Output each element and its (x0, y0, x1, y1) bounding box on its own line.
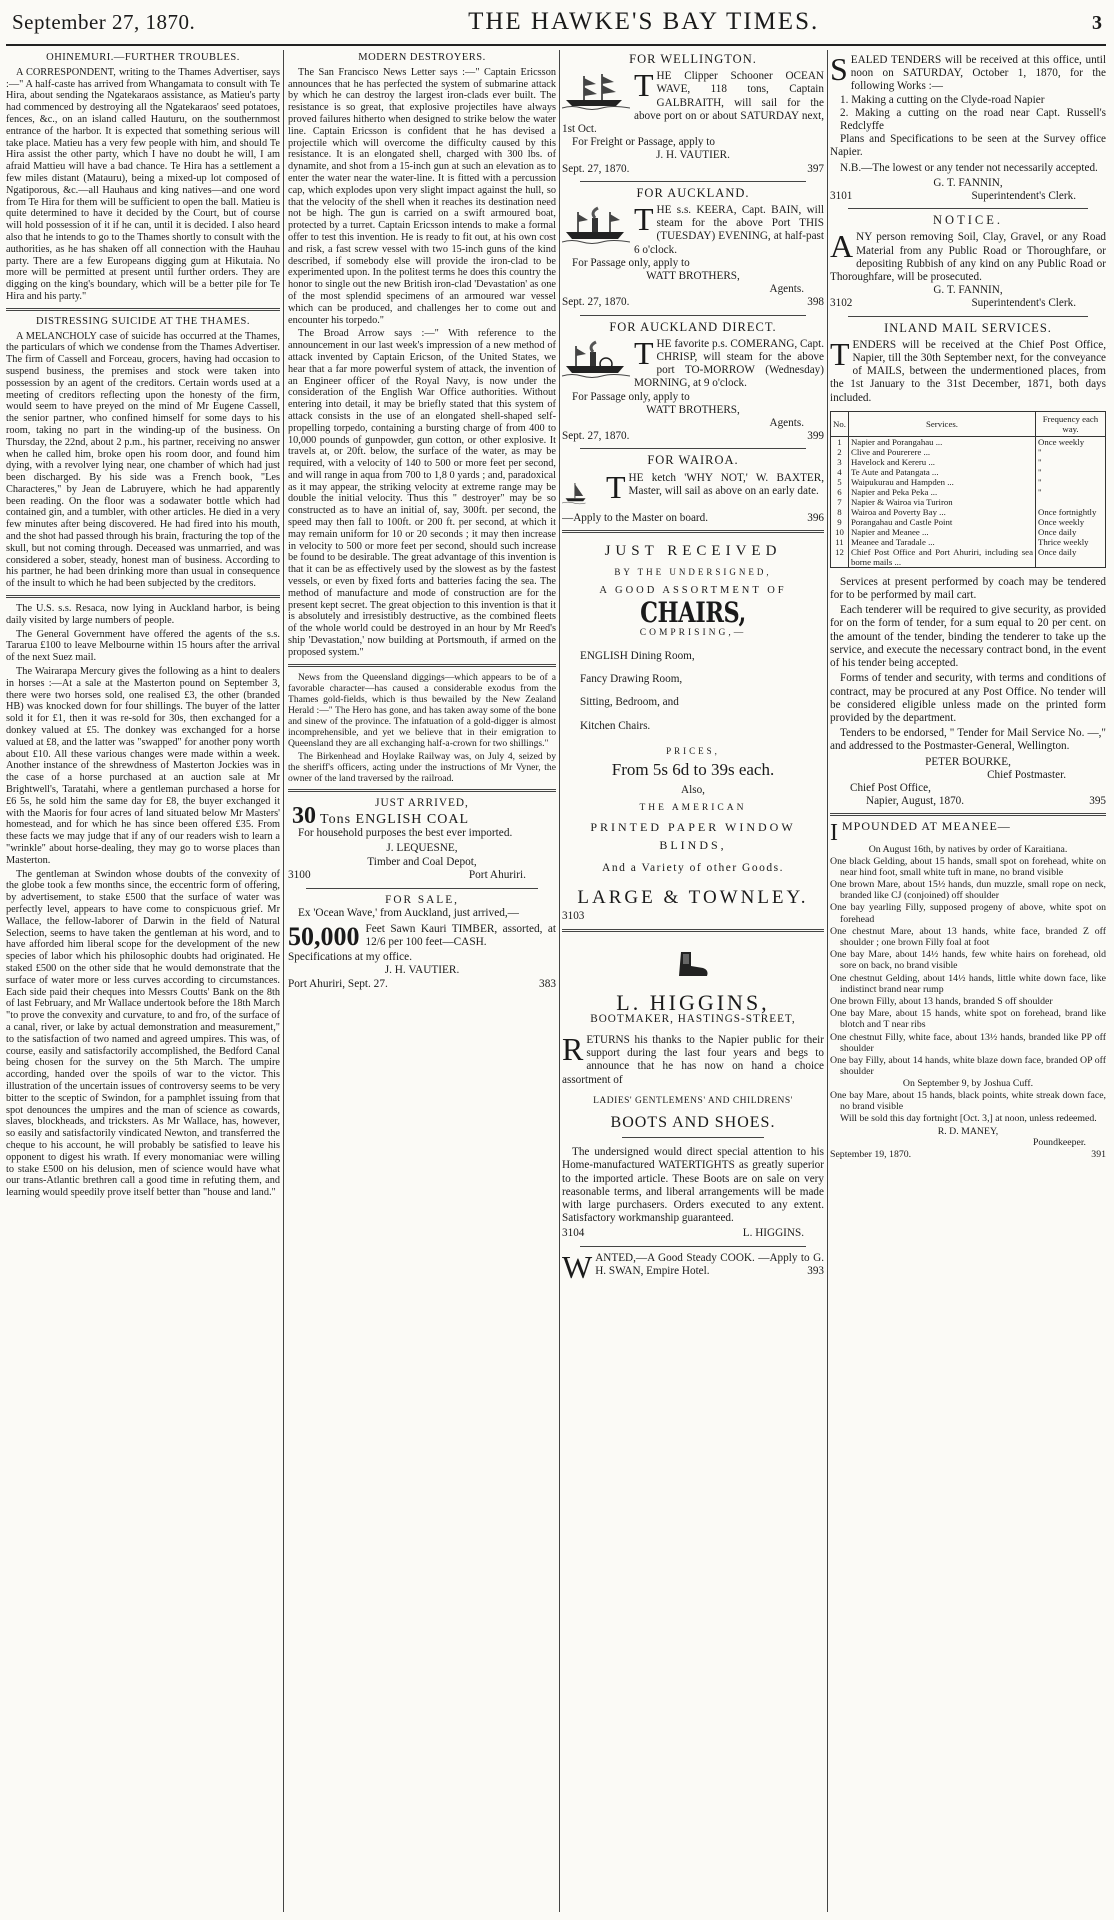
ad-timber-place: Port Ahuriri, Sept. 27. (288, 977, 388, 990)
ad-timber-name: J. H. VAUTIER. (384, 964, 460, 977)
ad-jr-title: JUST RECEIVED (604, 542, 782, 559)
list-item: One chestnut Mare, about 13 hands, white face, branded Z off shoulder ; one brown Filly foal at foot (830, 925, 1106, 948)
list-item: One brown Mare, about 15½ hands, dun muzzle, small rope on neck, branded like CJ (conjoined) off shoulder (830, 878, 1106, 902)
ad-jr-line-1: ENGLISH Dining Room, (580, 649, 695, 662)
list-item: One bay Filly, about 14 hands, white blaze down face, branded OP off shoulder (830, 1054, 1106, 1078)
ad-jr-by: BY THE UNDERSIGNED, (614, 567, 772, 578)
table-row (831, 477, 1106, 487)
article-destroyers-body: The San Francisco News Letter says :—" Captain Ericsson announces that he has perfected the system of submarine attack by which he can destroy the largest iron-clads ever built. The resistance is so great, that explosive projectiles have always proved failures hitherto when designed to strike below the water line. Captain Ericsson is confident that he has devised a projectile which will overcome the difficulty caused by this resistance. It is an elongated shell, charged with 300 lbs. of dynamite, and shot from a 15-inch gun at such an elevation as to enter the water near the water-line. It is fitted with a percussion cap, which explodes upon very slight impact against the hull, so that the velocity of the shell when it reaches its destination need not be high. The gun is carried on a swift armoured boat, protected by a turret. Captain Ericsson intends to make a formal offer to test this invention. He is ready to fit out, at his own cost and risk, a fast screw vessel with two 15-inch guns of the kind described, if somebody else will provide the iron-clad to be experimented upon. In the politest terms he does this country the honor to single out the new British iron-clad 'Devastation' as one of the most splendid specimens of an armoured war vessel which can be produced, and challenges her to come out and encounter his torpedo." (288, 66, 556, 326)
table-row (831, 467, 1106, 477)
ad-auckland-direct-date: Sept. 27, 1870. (562, 430, 630, 443)
ad-coal-ref: 3100 (288, 869, 311, 882)
ad-coal-product: Tons ENGLISH COAL (320, 812, 470, 828)
ad-notice-heading: NOTICE. (933, 213, 1003, 228)
ad-wanted-body: ANTED,—A Good Steady COOK. —Apply to G. H. SWAN, Empire Hotel. (595, 1251, 824, 1277)
row-frequency: " (1036, 457, 1106, 467)
ad-separator (580, 448, 806, 449)
row-service: Te Aute and Patangata ... (848, 467, 1035, 477)
news-item-resaca: The U.S. s.s. Resaca, now lying in Auckland harbor, is being daily visited by large numbers of people. (6, 603, 280, 626)
row-frequency: Thrice weekly (1036, 537, 1106, 547)
row-frequency: " (1036, 477, 1106, 487)
ad-impounded-heading: MPOUNDED AT MEANEE— (842, 819, 1011, 834)
ad-notice (830, 214, 1106, 310)
ad-impounded-name: R. D. MANEY, (937, 1126, 999, 1138)
ad-auckland-body: HE s.s. KEERA, Capt. BAIN, will steam for the above Port THIS (TUESDAY) EVENING, at half-past 6 o'clock. (634, 204, 824, 256)
list-item: One brown Filly, about 13 hands, branded S off shoulder (830, 995, 1053, 1007)
ad-auckland-direct-body: HE favorite p.s. COMERANG, Capt. CHRISP, will steam for the above port TO-MORROW (Wednesday) MORNING, at 9 o'clock. (634, 337, 824, 390)
ad-wanted-ref: 393 (807, 1264, 824, 1277)
ad-separator (580, 315, 806, 316)
ad-auckland-date: Sept. 27, 1870. (562, 296, 630, 309)
row-service: Waipukurau and Hampden ... (848, 477, 1035, 487)
list-item: One bay yearling Filly, supposed progeny of above, white spot on forehead (830, 902, 1106, 925)
ad-timber-heading: FOR SALE, (385, 893, 459, 906)
ad-higgins (562, 950, 824, 1241)
ad-coal-name: J. LEQUESNE, (386, 842, 458, 855)
ad-coal-firm: Timber and Coal Depot, (367, 855, 477, 868)
ad-impounded-ref: 391 (1091, 1148, 1106, 1160)
ad-jr-firm: LARGE & TOWNLEY. (577, 887, 809, 909)
dropcap: T (634, 334, 654, 371)
table-row (831, 436, 1106, 447)
ad-higgins-ref: 3104 (562, 1227, 585, 1240)
row-frequency (1036, 497, 1106, 507)
ad-tenders-plans: Plans and Specifications to be seen at the Survey office Napier. (830, 133, 1106, 159)
ad-mail-p3: Forms of tender and security, with terms and conditions of contract, may be procured at any Post Office. No tender will be considered eligible unless made on the printed form provided by the department. (830, 672, 1106, 724)
ad-auckland-direct (562, 321, 824, 444)
ad-auckland-freight: For Passage only, apply to (572, 256, 690, 269)
row-number: 12 (831, 547, 849, 568)
masthead (12, 8, 1102, 38)
row-frequency: " (1036, 447, 1106, 457)
ad-impounded-sold: Will be sold this day fortnight [Oct. 3,] at noon, unless redeemed. (840, 1113, 1097, 1124)
row-number: 8 (831, 507, 849, 517)
ad-wairoa-ref: 396 (807, 511, 824, 524)
table-header-no: No. (831, 411, 849, 436)
ad-separator (288, 789, 556, 792)
ad-notice-body: NY person removing Soil, Clay, Gravel, or any Road Material from any Public Road or Thoroughfare, or depositing Rubbish of any kind on any Public Road or Thoroughfare, will be prosecuted. (830, 231, 1106, 284)
column-divider (283, 50, 284, 1912)
steamship-icon (562, 206, 630, 244)
ad-separator (580, 181, 806, 182)
ad-jr-chairs: CHAIRS, (640, 595, 746, 629)
row-number: 6 (831, 487, 849, 497)
ad-mail-p1: Services at present performed by coach may be tendered for to be performed by mail cart. (830, 575, 1106, 602)
ad-auckland-agents: Agents. (769, 283, 804, 296)
dropcap: T (606, 468, 626, 505)
ad-tenders-item-2: 2. Making a cutting on the road near Capt. Russell's Redclyffe (840, 106, 1106, 133)
ad-tenders-body: EALED TENDERS will be received at this office, until noon on SATURDAY, October 1, 1870, for the following Works :— (850, 54, 1106, 93)
row-frequency: " (1036, 467, 1106, 477)
column-4 (830, 50, 1106, 1912)
ad-auckland-direct-name: WATT BROTHERS, (646, 403, 740, 416)
page-number: 3 (1092, 12, 1102, 34)
news-item-swindon-wager: The gentleman at Swindon whose doubts of the convexity of the globe took a few months since, the eccentric form of offering, by advertisement, to stake £500 that the surface of water was perfectly level, appears to have come to conspicuous grief. Mr Wallace, the fellow-laborer of Darwin in the field of Natural Selection, seems to have taken the gentleman at his word, and to have afforded him liberal scope for the development of the new species of labor which his philosophic doubts had originated. He staked £500 on the other side that he would demonstrate that the surface of water more or less curves according to circumstances. Each side paid their cheques into Messrs Coutts' Bank on the 8th of last February, and Mr Wallace undertook before the 18th March "to prove the convexity and curvature, to and fro, of the surface of a canal, river, or lake by actual demonstration and measurement," to the satisfaction of two named and agreed umpires. This was, of course, easily and satisfactorily accomplished, the Bedford Canal being chosen for the survey on the 5th March. The umpire according, handed over the spoils of war to the victor. This illustration of the uncertain issues of controversy seems to be very bitter to the sceptic of Swindon, for a pamphlet issuing from that spot denounces the umpires and the man of science as cowards, slaves, blockheads, and tricksters. As Mr Wallace, has, however, so easily and satisfactorily vindicated Newton, and transferred the cheque to his account, he will probably be satisfied to leave his opponent to digest his wrath. If every monomaniac were willing to stake £500 on his delusion, men of science would have what our trans-Atlantic brethren call a good time in refuting them, and learning would speedily prove itself better than "house and land." (6, 868, 280, 1199)
column-divider (827, 50, 828, 1912)
ad-notice-title: Superintendent's Clerk. (971, 297, 1076, 310)
ad-sealed-tenders (830, 51, 1106, 203)
article-separator (6, 308, 280, 311)
row-frequency: Once fortnightly (1036, 507, 1106, 517)
ad-separator (562, 929, 824, 932)
ad-mail-services (830, 322, 1106, 809)
table-header-frequency: Frequency each way. (1036, 411, 1106, 436)
ad-wairoa-body: HE ketch 'WHY NOT,' W. BAXTER, Master, will sail as above on an early date. (628, 471, 824, 497)
column-3 (562, 50, 824, 1912)
ad-mail-p4: Tenders to be endorsed, " Tender for Mail Service No. —," and addressed to the Postmaster-General, Wellington. (830, 727, 1106, 753)
row-number: 11 (831, 537, 849, 547)
ad-auckland (562, 187, 824, 310)
ad-wanted (562, 1248, 824, 1285)
ad-auckland-direct-heading: FOR AUCKLAND DIRECT. (609, 319, 777, 334)
ad-mail-office: Chief Post Office, (850, 781, 931, 794)
table-row (831, 527, 1106, 537)
steamship-icon (562, 340, 630, 378)
list-item: One chestnut Filly, white face, about 13½ hands, branded like PP off shoulder (830, 1031, 1106, 1054)
ad-jr-comprising: COMPRISING,— (639, 627, 747, 638)
ad-impounded-date: September 19, 1870. (830, 1148, 912, 1160)
ad-jr-assortment: A GOOD ASSORTMENT OF (599, 585, 787, 597)
ad-impounded (830, 821, 1106, 1159)
ad-separator (306, 888, 538, 889)
ad-jr-ref: 3103 (562, 910, 585, 923)
ad-higgins-boots: BOOTS AND SHOES. (610, 1113, 776, 1131)
row-service: Wairoa and Poverty Bay ... (848, 507, 1035, 517)
row-number: 10 (831, 527, 849, 537)
mail-services-table (830, 411, 1106, 568)
ad-jr-variety: And a Variety of other Goods. (602, 861, 784, 874)
column-1 (6, 50, 280, 1912)
ad-jr-prices-label: PRICES, (666, 745, 720, 756)
article-heading-suicide: DISTRESSING SUICIDE AT THE THAMES. (36, 315, 250, 327)
ad-coal (288, 797, 556, 883)
ad-impounded-sub: On August 16th, by natives by order of Karaitiana. (868, 844, 1068, 856)
row-number: 1 (831, 436, 849, 447)
ad-wellington-body: HE Clipper Schooner OCEAN WAVE, 118 tons, Captain GALBRAITH, will sail for the above port on or about SATURDAY next, 1st Oct. (562, 70, 824, 136)
table-header-services: Services. (848, 411, 1035, 436)
impounded-list (830, 856, 1106, 1078)
ad-auckland-direct-freight: For Passage only, apply to (572, 390, 690, 403)
ad-impounded-more: On September 9, by Joshua Cuff. (902, 1078, 1034, 1090)
dropcap: T (830, 335, 850, 372)
table-row (831, 517, 1106, 527)
ad-jr-line-2: Fancy Drawing Room, (580, 673, 683, 686)
ad-higgins-body: ETURNS his thanks to the Napier public for their support during the last four years and begs to announce that he has now on hand a choice assortment of (562, 1033, 824, 1086)
ad-separator (848, 316, 1088, 317)
ad-mail-body: ENDERS will be received at the Chief Post Office, Napier, till the 30th September next, for the conveyance of MAILS, between the undermentioned places, from the 1st January to the 31st December, 1871, both days included. (830, 338, 1106, 404)
ad-notice-ref: 3102 (830, 297, 853, 310)
ad-timber (288, 894, 556, 992)
ad-auckland-direct-agents: Agents. (769, 417, 804, 430)
dropcap: T (634, 201, 654, 238)
article-heading-destroyers: MODERN DESTROYERS. (358, 52, 486, 63)
row-number: 2 (831, 447, 849, 457)
ad-coal-quantity: 30 (292, 803, 316, 830)
article-separator (6, 595, 280, 598)
table-row (831, 447, 1106, 457)
ad-timber-spec: Specifications at my office. (288, 950, 413, 963)
ad-jr-line-4: Kitchen Chairs. (580, 719, 651, 732)
table-row (831, 507, 1106, 517)
ad-separator (562, 530, 824, 533)
list-item: One black Gelding, about 15 hands, small spot on forehead, white on near hind foot, small white tuft in mane, no brand visible (830, 855, 1106, 878)
ad-timber-ref: 383 (539, 977, 556, 990)
ad-mail-heading: INLAND MAIL SERVICES. (884, 320, 1052, 335)
row-service: Clive and Pourerere ... (848, 447, 1035, 457)
row-number: 9 (831, 517, 849, 527)
ad-jr-prices: From 5s 6d to 39s each. (611, 759, 775, 779)
ad-auckland-heading: FOR AUCKLAND. (636, 185, 750, 200)
ad-timber-body: Feet Sawn Kauri TIMBER, assorted, at 12/6 per 100 feet—CASH. (365, 922, 556, 949)
dropcap: R (562, 1030, 584, 1067)
ad-tenders-nb: N.B.—The lowest or any tender not necessarily accepted. (840, 161, 1098, 174)
row-number: 5 (831, 477, 849, 487)
ad-auckland-direct-ref: 399 (807, 430, 824, 443)
article-heading-ohinemuri: OHINEMURI.—FURTHER TROUBLES. (46, 52, 240, 63)
row-number: 3 (831, 457, 849, 467)
ship-icon (562, 72, 630, 110)
ad-mail-name: PETER BOURKE, (925, 755, 1011, 768)
issue-date: September 27, 1870. (12, 10, 196, 34)
dropcap: W (562, 1248, 593, 1285)
boot-ornament-icon (673, 950, 713, 978)
ad-jr-blinds: BLINDS, (659, 837, 727, 852)
ad-coal-place: Port Ahuriri. (468, 869, 526, 882)
news-item-horse-dealing: The Wairarapa Mercury gives the following as a hint to dealers in horses :—At a sale at the Masterton pound on September 3, there were two horses sold, one realised £3, the other (branded HB) was knocked down for four shillings. The buyer of the latter sold it for £1, then it was re-sold for 30s, then exchanged for a donkey valued at £5. The donkey was exchanged for a horse valued at £8, and the latter was "swapped" for another pony worth about £10. All these various changes were made within a week. Another instance of the shrewdness of Masterton Jockies was in the case of a horse purchased at an auction sale at Mr Brightwell's, Taratahi, where a gentleman purchased a horse for £6 5s, he sold him the same day for £8, the buyer exchanged it with the Maoris for four acres of land situated below Mr Masters' homestead, and for which he has since been offered £35. From these facts we may judge that if any of our readers wish to learn a "wrinkle" about horse-dealing, they may go to worse places than Masterton. (6, 666, 280, 866)
ad-mail-ref: 395 (1089, 795, 1106, 808)
ad-wellington-freight: For Freight or Passage, apply to (572, 136, 715, 149)
ad-just-received (562, 542, 824, 924)
ad-tenders-item-1: 1. Making a cutting on the Clyde-road Napier (840, 93, 1045, 106)
table-row (831, 537, 1106, 547)
ad-separator (848, 208, 1088, 209)
dropcap: I (830, 820, 839, 847)
ad-tenders-ref: 3101 (830, 190, 853, 203)
table-row (831, 487, 1106, 497)
row-frequency: " (1036, 487, 1106, 497)
ad-wellington-ref: 397 (807, 162, 824, 175)
ad-notice-name: G. T. FANNIN, (933, 284, 1003, 297)
ad-wairoa (562, 454, 824, 524)
dropcap: A (830, 228, 854, 265)
dropcap: S (830, 51, 848, 87)
ad-separator (830, 813, 1106, 816)
table-row (831, 457, 1106, 467)
row-service: Napier and Meanee ... (848, 527, 1035, 537)
article-ohinemuri-body: A CORRESPONDENT, writing to the Thames Advertiser, says :—" A half-caste has arrived from Whangamata to consult with Te Hira, about sending the Ngatekaraos assistance, as Matieu's party had commenced by destroying all the Ngatekaraos' seed potatoes, fences, &c., on an island called Hauturu, on the southernmost entrance of the harbor. It is expected that something serious will take place. Matieu has a very few people with him, and should Te Hira assist the other party, which I have no doubt he will, I am afraid Mattieu will have a bad chance. Te Hira has a settlement a few miles distant (Matauru), being a mixed-up lot composed of Ngatiporous, &c.—all Hauhaus and king natives—and one word from Te Hira for them will be sufficient to open the ball. Matieu is quite determined to have it decided by the Court, but of course will hold possession of it if he can, until it is decided. I also heard also that he intends to go to the Thames shortly to consult with the authorities, as he has shaken off all connection with the Hauhau party. There are a few Europeans digging gum at Hikutaia. No more will be permitted at present until further orders. They are digging on the king's boundary, which will be a better pile for Te Hira and his party." (6, 66, 280, 302)
row-number: 4 (831, 467, 849, 477)
ad-impounded-title: Poundkeeper. (1032, 1137, 1086, 1149)
ad-mail-p2: Each tenderer will be required to give security, as provided for on the form of tender, for a sum equal to 20 per cent. on the amount of the tender, binding the tenderer to take up the service, and execute the necessary contract bond, in the event of his tender being accepted. (830, 604, 1106, 670)
row-service: Napier & Wairoa via Turiron (848, 497, 1035, 507)
news-item-railway: The Birkenhead and Hoylake Railway was, on July 4, seized by the sheriff's officers, acting under the instructions of Mr Vyner, the owner of the land traversed by the railroad. (288, 750, 556, 784)
list-item: One bay Mare, about 14½ hands, few white hairs on forehead, old sore on back, no brand visible (830, 949, 1106, 972)
ad-jr-printed: PRINTED PAPER WINDOW (590, 819, 796, 834)
ad-higgins-sign: L. HIGGINS. (742, 1227, 804, 1240)
ad-higgins-trade: BOOTMAKER, HASTINGS-STREET, (590, 1012, 796, 1025)
table-row (831, 497, 1106, 507)
ad-tenders-name: G. T. FANNIN, (933, 176, 1003, 189)
row-frequency: Once daily (1036, 527, 1106, 537)
ad-higgins-body-2: The undersigned would direct special attention to his Home-manufactured WATERTIGHTS as greatly superior to the imported article. These Boots are on sale on very reasonable terms, and liberal arrangements will be made with large purchasers. Orders executed to any extent. Satisfactory workmanship guaranteed. (562, 1146, 824, 1225)
ad-coal-heading: JUST ARRIVED, (375, 796, 469, 809)
ad-timber-line: Ex 'Ocean Wave,' from Auckland, just arrived,— (298, 907, 519, 920)
ketch-icon (562, 474, 602, 512)
ad-mail-title: Chief Postmaster. (987, 768, 1066, 781)
ad-jr-american: THE AMERICAN (639, 803, 747, 814)
row-frequency: Once weekly (1036, 517, 1106, 527)
ad-higgins-ladies: LADIES' GENTLEMENS' AND CHILDRENS' (593, 1095, 793, 1106)
list-item: One bay Mare, about 15 hands, white spot on forehead, brand like blotch and T near ribs (830, 1008, 1106, 1031)
ad-mail-date: Napier, August, 1870. (866, 795, 965, 808)
ad-impounded-last: One bay Mare, about 15 hands, black points, white streak down face, no brand visible (830, 1089, 1106, 1112)
list-item: One chestnut Gelding, about 14½ hands, little white down face, like indistinct brand near rump (830, 972, 1106, 995)
column-divider (559, 50, 560, 1912)
ad-jr-also: Also, (681, 784, 705, 797)
ad-auckland-name: WATT BROTHERS, (646, 270, 740, 283)
article-broad-arrow-body: The Broad Arrow says :—" With reference to the announcement in our last week's impression of a new method of attack invented by Captain Ericson, of the United States, we hear that a far more powerful system of attack, the invention of an Engineer officer of the Royal Navy, is now under the consideration of the English War Office authorities. Without entering into detail, it may be briefly stated that this system of attack consists in the use of an elongated shell-shaped self-propelling torpedo, containing a bursting charge of from 400 to 10,000 pounds of gunpowder, gun cotton, or other explosive. It travels at, or 20ft. below, the surface of the water, as may be required, with a velocity of 140 to 500 or more feet per second, and will range in aqua from 700 to 1,8 0 yards ; and, paradoxical as it may appear, the striking velocity at extreme range may be double the initial velocity. Thus this " destroyer" may be so constructed as to have an initial of, say, 300ft. per second, the speed may then fall to 100ft. or 200 ft. per second, at which it may remain uniform for 10 or 20 seconds ; it may then increase in velocity to 500 or more feet per second, should such increase be found to be desirable. The great advantage of this invention is that it can be as effectively used by the slowest as by the fastest vessels, or even by fixed forts and batteries facing the sea. The method of manufacture and mode of construction are for the present kept secret. The great objection to this invention is that it is absolutely and irresistibly destructive, as the combined fleets of the whole world could be destroyed in an hour by Mr Reed's ship 'Devastation,' now building at Portsmouth, if armed on the proposed system." (288, 328, 556, 658)
ad-auckland-ref: 398 (807, 296, 824, 309)
ad-jr-line-3: Sitting, Bedroom, and (580, 696, 679, 709)
row-service: Havelock and Kereru ... (848, 457, 1035, 467)
news-item-tararua: The General Government have offered the agents of the s.s. Tararua £100 to leave Melbourne within 15 hours after the arrival of the next Suez mail. (6, 628, 280, 664)
row-service: Porangahau and Castle Point (848, 517, 1035, 527)
ad-wairoa-heading: FOR WAIROA. (647, 453, 739, 468)
news-item-queensland: News from the Queensland diggings—which appears to be of a favorable character—has caused a considerable exodus from the Thames gold-fields, which is thus bewailed by the New Zealand Herald :—" The Hero has gone, and has taken away some of the bone and sinew of the province. The infatuation of a gold-digger is almost incomprehensible, and yet we believe that in their emigration to Queensland they are all exchanging half-a-crown for two shillings." (288, 671, 556, 749)
row-frequency: Once daily (1036, 547, 1106, 568)
row-service: Meanee and Taradale ... (848, 537, 1035, 547)
column-2 (288, 50, 556, 1912)
masthead-rule (6, 44, 1106, 46)
ad-higgins-name: L. HIGGINS, (616, 989, 770, 1015)
ad-wellington-name: J. H. VAUTIER. (656, 149, 730, 162)
row-number: 7 (831, 497, 849, 507)
ad-wellington-date: Sept. 27, 1870. (562, 162, 630, 175)
mail-services-rows (831, 436, 1106, 567)
row-service: Napier and Porangahau ... (848, 436, 1035, 447)
article-suicide-body: A MELANCHOLY case of suicide has occurred at the Thames, the particulars of which we condense from the Thames Advertiser. The firm of Cassell and Forceau, grocers, having had occasion to suspend business, the premises and stock were taken into possession by an agent of the creditors. Certain words used at a meeting of creditors reflecting upon the honesty of the firm, would seem to have preyed on the mind of Mr Eugene Cassell, the senior partner, who confined himself for some days to his room, taking no part in the winding-up of the business. On Thursday, the 22nd, about 2 p.m., his partner, receiving no answer when he called him, broke open his room door, and found him dying, with a revolver lying near, one chamber of which had just been discharged. By his side was a French book, "Les Characteres," by Jean de Labruyere, which he had apparently been reading. On the floor was a sodawater bottle which had contained gin, and a tumbler, with other articles. He died in a very few minutes after being discovered. He had fired into his mouth, and the shot had passed through his brain, fracturing the top of the skull, but not coming through. Deceased was unmarried, and was considered a sober, steady, honest man of business. According to his partner, he had been drinking more than usual in consequence of the insult to which he had been subjected by the creditors. (6, 330, 280, 590)
ad-wellington (562, 53, 824, 176)
ad-timber-quantity: 50,000 (288, 921, 360, 951)
ad-coal-body: For household purposes the best ever imported. (298, 826, 513, 839)
row-service: Napier and Peka Peka ... (848, 487, 1035, 497)
table-row (831, 547, 1106, 568)
dropcap: T (634, 67, 654, 104)
ad-separator (622, 1137, 764, 1138)
ad-separator (580, 1246, 806, 1247)
row-service: Chief Post Office and Port Ahuriri, including sea borne mails ... (848, 547, 1035, 568)
newspaper-title: THE HAWKE'S BAY TIMES. (468, 8, 820, 35)
ad-wellington-heading: FOR WELLINGTON. (629, 52, 757, 66)
ad-tenders-title: Superintendent's Clerk. (971, 190, 1076, 203)
article-separator (288, 664, 556, 667)
row-frequency: Once weekly (1036, 436, 1106, 447)
ad-wairoa-apply: —Apply to the Master on board. (562, 511, 709, 524)
